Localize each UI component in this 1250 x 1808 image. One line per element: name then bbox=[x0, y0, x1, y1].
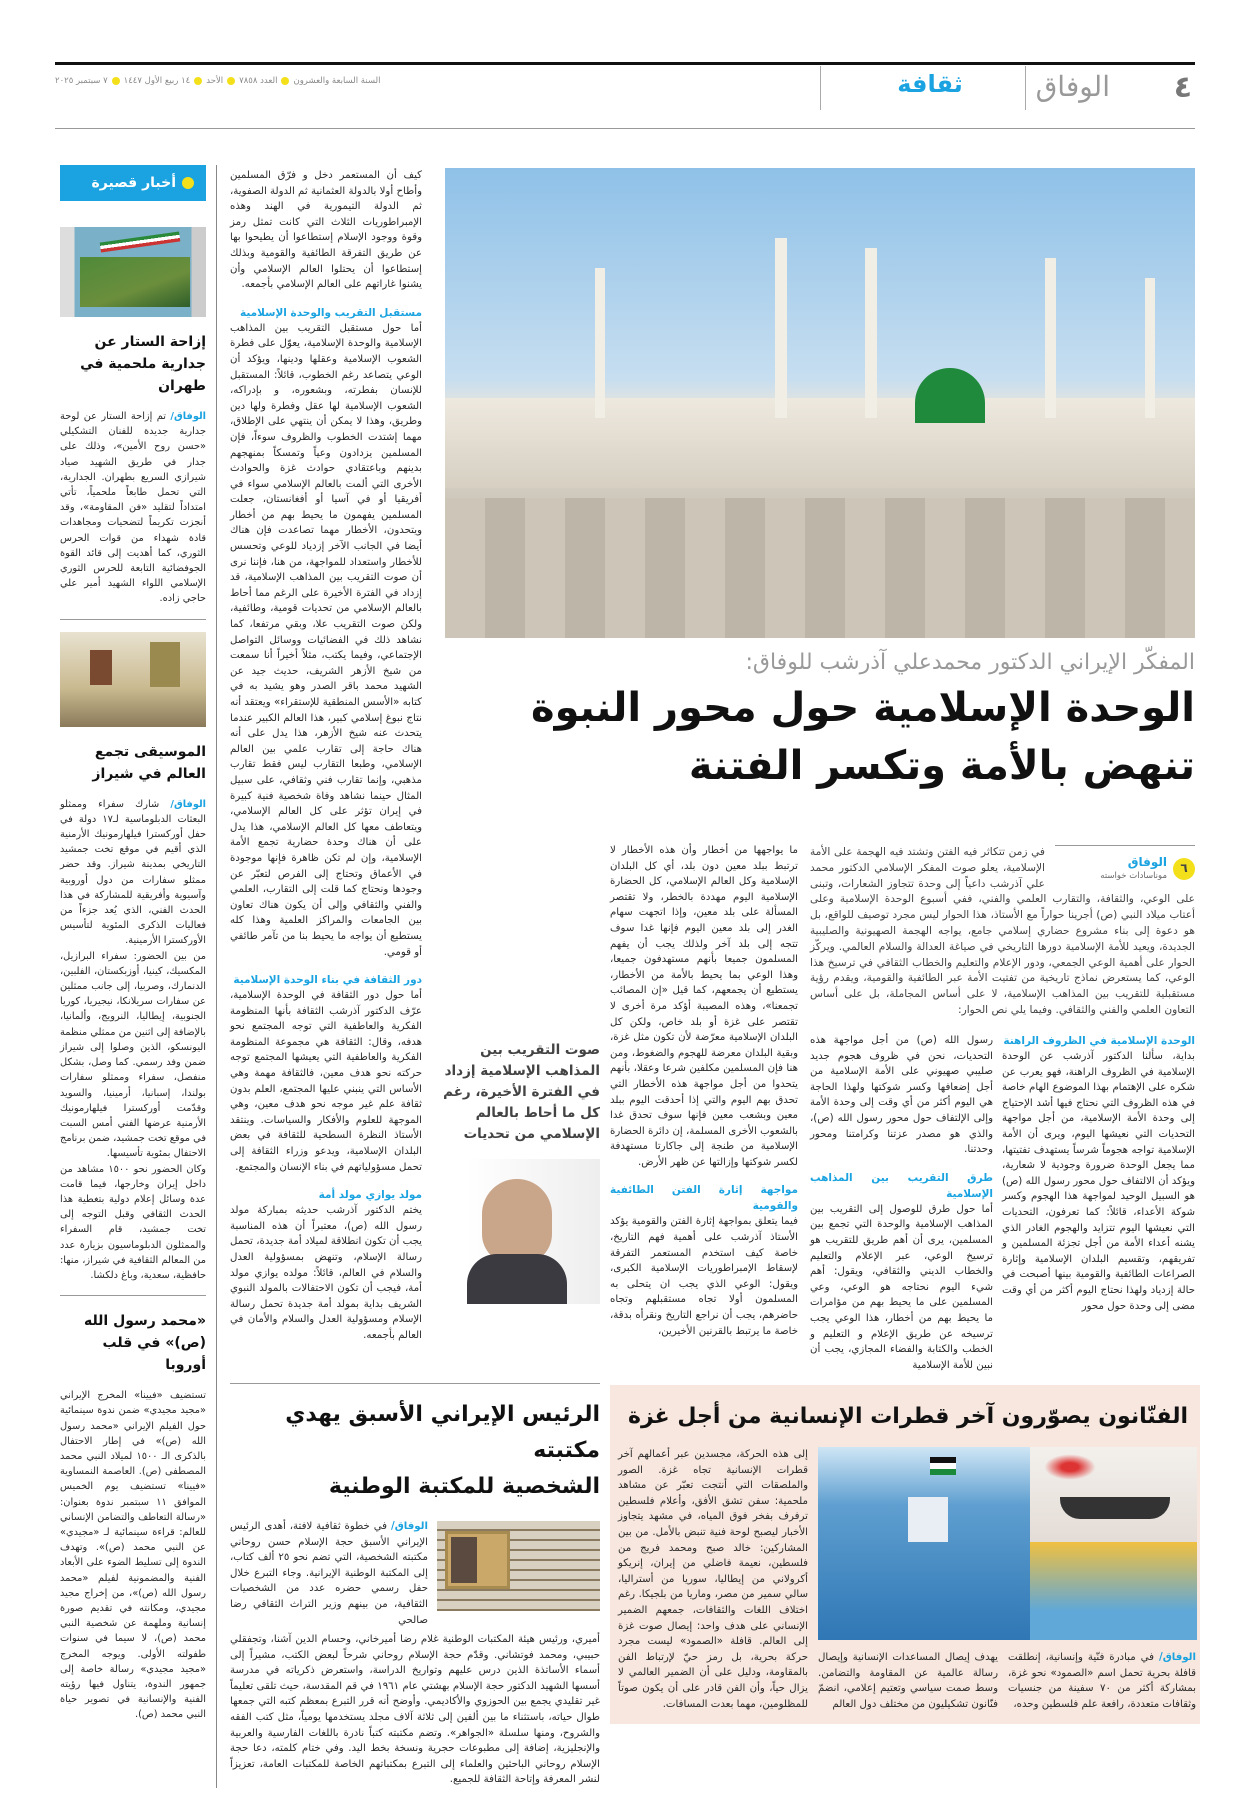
headline-line: الرئيس الإيراني الأسبق يهدي مكتبته bbox=[285, 1402, 600, 1463]
headline-line: الوحدة الإسلامية حول محور النبوة bbox=[530, 685, 1195, 731]
quote-icon: ٦ bbox=[1173, 858, 1195, 880]
agency-tag: الوفاق/ bbox=[1158, 1652, 1196, 1663]
article-intro-block bbox=[810, 845, 1195, 1019]
story-text: شارك سفراء وممثلو البعثات الدبلوماسية لـ١٧ دولة في حفل أوركسترا فيلهارمونيك الأرمنية الذي أقيم في موقع تخت جمشيد التاريخي بمدينة شيراز. وقد حضر ممثلو سفارات من دول أوروبية وآسيوية وأفريقية للمشاركة في هذا الحدث الفني، الذي يُعد جزءاً من فعاليات الذكرى المئوية لتأسيس الأوركسترا الأرمينية. bbox=[60, 798, 206, 947]
paragraph: رسول الله (ص) من أجل مواجهة هذه التحديات، نحن في ظروف هجوم جديد صليبي صهيوني على الأمة الإسلامية من أجل إضعافها وكسر شوكتها ولهذا الحاجة هي اليوم أكثر من أي وقت إلى وحدة الأمة وإلى الإلتفاف حول محور رسول الله (ص)، والذي هو مصدر عزتنا وكرامتنا ومحور وحدتنا. bbox=[810, 1035, 993, 1156]
dateline-gregorian: ٧ سبتمبر ٢٠٢٥ bbox=[55, 76, 108, 86]
gaza-text-right bbox=[1008, 1650, 1196, 1712]
section-title: ثقافة bbox=[897, 70, 963, 98]
dateline bbox=[55, 76, 380, 86]
section-divider bbox=[230, 1383, 600, 1384]
author-photo bbox=[432, 1159, 600, 1304]
divider bbox=[60, 1295, 206, 1296]
sidebar-story bbox=[60, 797, 206, 1284]
paragraph: أما حول طرق للوصول إلى التقريب بين المذاهب الإسلامية والوحدة التي تجمع بين المسلمين، يرى أن أهم طريق للتقريب هو ترسيخ الوعي، عبر الإعلام والتعليم والخطاب الديني والثقافي، ويقول: أهم شيء اليوم نحتاجه هو الوعي، وعي المسلمين على ما يحيط بهم من مؤامرات ما يحيط بهم من أخطار، هذا الوعي يجب ترسيخه عن طريق الإعلام و التعليم و الخطب والكتابة والفضاء المجازي، يجب أن نبين للأمة الإسلامية bbox=[810, 1203, 993, 1371]
article-intro: في زمن تتكاثر فيه الفتن وتشتد فيه الهجمة على الأمة الإسلامية، يعلو صوت المفكر الإسلامي الدكتور محمد علي آذرشب داعياً إلى وحدة تتجاوز الشعارات، وتبنى على الوعي، والثقافة، والتقارب العلمي والفني، ففي أسبوع الوحدة الإسلامية وعلى أعتاب ميلاد النبي (ص) أجرينا حواراً مع الأستاذ، هذا الحوار ليس مجرد توصيف للواقع، بل هو دعوة إلى بناء مشروع حضاري إسلامي جامع، يواجه الهجمة الصهيونية والصليبية الجديدة، ويعيد للأمة الإسلامية دورها التاريخي في صياغة العدالة والسلام العالمي. ويركّز الحوار على أهمية الوعي الجمعي، ودور الإعلام والتعليم والخطاب الثقافي في ترسيخ هذا الوعي، كما يستعرض نماذج تاريخية من تفتيت الأمة عبر الطائفية والقومية، ويقدم رؤية مستقبلية للتقريب بين المذاهب الإسلامية، لا على أساس المجاملة، بل على أساس التعاون العلمي والفني والثقافي. وفيما يلي نص الحوار: bbox=[810, 846, 1195, 1016]
story-text: تم إزاحة الستار عن لوحة جدارية جديدة للفنان التشكيلي «حسن روح الأمين»، وذلك على جدار في طريق الشهيد صياد شيرازي السريع بطهران. الجدارية، التي تحمل طابعاً ملحمياً، تأتي امتداداً لتقليد «فن المقاومة»، وقد أنجزت تكريماً لتضحيات ومجاهدات قادة شهداء من قوات الحرس الثوري، كما أهديت إلى قائد القوة الجوفضائية التابعة للحرس الثوري الإسلامي اللواء الشهيد أمير علي حاجي زاده. bbox=[60, 411, 206, 605]
article-column-3 bbox=[610, 843, 798, 1339]
gaza-text-mid: يهدف إيصال المساعدات الإنسانية وإيصال رسالة عالمية عن المقاومة والتضامن. وسط صمت سياسي وتعتيم إعلامي، انضمّ فنّانون تشكيليون من مختلف دول العالم bbox=[818, 1652, 998, 1710]
gaza-painting-ship bbox=[1030, 1447, 1197, 1542]
paragraph: فيما يتعلق بمواجهة إثارة الفتن والقومية يؤكد الأستاذ آذرشب على أهمية فهم التاريخ، خاصة كيف استخدم المستعمر التفرقة لإسقاط الإمبراطوريات الإسلامية الكبرى، ويقول: الوعي الذي يجب ان يتحلى به المسلمون أولا تجاه مستقبلهم وتجاه حاضرهم، يجب أن نراجع التاريخ ونقرأه بدقة، خاصة ما يرتبط بالقرنين الأخيرين، bbox=[610, 1216, 798, 1337]
library-photo bbox=[437, 1521, 600, 1611]
story-text: وكان الحضور نحو ١٥٠٠ مشاهد من داخل إيران وخارجها، فيما قامت عدة وسائل إعلام دولية بتغطية هذا الحدث الثقافي وقبل التوجه إلى تخت جمشيد، قام السفراء والممثلون الدبلوماسيون بزيارة عدد من المعالم الثقافية في شيراز، منها: حافظية، سعدية، وباغ دلكشا. bbox=[60, 1163, 206, 1281]
page-number: ٤ bbox=[1173, 70, 1192, 105]
bullet-icon bbox=[227, 77, 235, 85]
paragraph: ما يواجهها من أخطار وأن هذه الأخطار لا ترتبط ببلد معين دون بلد، أي كل البلدان الإسلامية وكل العالم الإسلامي، كل الحضارة الإسلامية اليوم مهددة بالخطر، ولا تقتصر المسألة على بلد معين، وإذا اتجهت سهام الغدر إلى بلد معين اليوم فإنها غدا سوف تتجه إلى بلد آخر ولذلك يجب أن يفهم المسلمون جميعا بأنهم مستهدفون جميعا، وهذا الوعي بما يحيط بالأمة من الأخطار، يستطيع أن يجمعهم، كما قيل «إن المصائب تجمعنا»، وهذه المصيبة أؤكد مرة أخرى لا تقتصر على غزة أو بلد خاص، ولكن كل البلدان الإسلامية معرّضة لأن تكون مثل غزة، وبقية البلدان معرضة للهجوم والضغوط، ومن هنا فإن المسلمين مكلفين شرعا وعقلا، بأنهم يتحدوا من أجل مواجهة هذه الأخطار التي تحدق بهم اليوم والتي إذا أحدقت اليوم ببلد معين وبشعب معين فإنها سوف تحدق غدا بالشعوب الأخرى المسلمة، إن دائرة الحضارة الإسلامية من طنجة إلى جاكارتا مستهدفة لكسر شوكتها وإزالتها عن ظهر الأرض. bbox=[610, 845, 798, 1168]
paragraph: بداية، سألنا الدكتور آذرشب عن الوحدة الإسلامية في الظروف الراهنة، فهو يعرب عن شكره على الإهتمام بهذا الموضوع الهام خاصة في هذه الظروف التي نحتاج فيها أشد الإحتياج إلى وحدة الأمة الإسلامية، من أجل مواجهة التحديات التي نعيشها اليوم، ويرى أن الأمة الإسلامية تواجه هجوماً شرساً يستهدف تفتيتها، مما يجعل الوحدة ضرورة وجودية لا شعارية، ويؤكد أن الالتفاف حول محور رسول الله (ص) هو السبيل الوحيد لمواجهة هذا الهجوم وكسر شوكة الأعداء، قائلاً: كما تعرفون، التحديات التي نعيشها اليوم تتزايد والهجوم الغادر الذي يشنه أعداء الأمة من أجل تجزئة المسلمين و تفريقهم، وتقسيم البلدان الإسلامية وإثارة الصراعات الطائفية والقومية بينها أصبحت في حالة إزدياد ولهذا نحتاج اليوم أكثر من أي وقت مضى إلى وحدة حول محور bbox=[1002, 1051, 1195, 1312]
article-column-2 bbox=[810, 1033, 993, 1373]
subheading: مستقبل التقريب والوحدة الإسلامية bbox=[240, 306, 422, 319]
sidebar-headline: الموسيقى تجمع العالم في شيراز bbox=[92, 743, 206, 782]
agency-tag: الوفاق/ bbox=[170, 798, 206, 810]
dateline-year: السنة السابعة والعشرون bbox=[293, 76, 381, 86]
subheading: طرق التقريب بين المذاهب الإسلامية bbox=[810, 1171, 993, 1200]
gaza-photo-boats bbox=[818, 1447, 1030, 1640]
agency-tag: الوفاق/ bbox=[390, 1521, 428, 1532]
pull-quote: صوت التقريب بين المذاهب الإسلامية إزداد في الفترة الأخيرة، رغم كل ما أحاط بالعالم الإسلامي من تحديات bbox=[443, 1042, 600, 1142]
divider bbox=[60, 619, 206, 620]
rouhani-text-top bbox=[230, 1519, 428, 1628]
bullet-icon bbox=[194, 77, 202, 85]
gaza-text-left: إلى هذه الحركة، مجسدين عبر أعمالهم آخر قطرات الإنسانية تجاه غزة. الصور والملصقات التي أنتجت تعبّر عن مشاهد ملحمية: سفن تشق الأفق، وأعلام فلسطين ترفرف بفخر فوق المياه، في مشهد يتجاوز الأخبار ليصبح لوحة فنية تنبض بالأمل. من بين المشاركين: خالد صبح ومحمد فريج من فلسطين، نعيمة فاضلي من إيران، إنريكو أكرولاني من إيطاليا، سوريا من أستراليا، سالي سمير من مصر، وماريا من بلجيكا. رغم اختلاف اللغات والثقافات، جمعهم الضمير الإنساني على هدف واحد: إيصال صوت غزة إلى العالم. قافلة «الصمود» ليست مجرد حركة بحرية، بل رمز حيّ لإرتباط الفن بالمقاومة، ودليل على أن الضمير العالمي لا يزال حياً، وأن الفن قادر على أن يكون صوتاً للمظلومين، مهما بعدت المسافات. bbox=[618, 1449, 808, 1710]
gaza-painting-sun bbox=[1030, 1542, 1197, 1640]
agency-tag: الوفاق/ bbox=[170, 411, 206, 422]
header-bottom-rule bbox=[55, 128, 1195, 129]
sidebar-headline: إزاحة الستار عن جدارية ملحمية في طهران bbox=[80, 334, 206, 394]
article-kicker: المفكّر الإيراني الدكتور محمدعلي آذرشب للوفاق: bbox=[745, 650, 1195, 675]
header-divider bbox=[1025, 66, 1026, 110]
rouhani-text-bottom: أميري، ورئيس هيئة المكتبات الوطنية غلام رضا أميرخاني، وحسام الدين آشنا، وتجفقلي حبيبي، ومحمد فوتشاني. وقدّم حجة الإسلام روحاني شرحاً لبعض الكتب، مشيراً إلى أسماء الأساتذة الذين درس عليهم وتواريخ الدراسة، واستعرض ذكرياته في مدرسة أسسها الشهيد الدكتور حجة الإسلام بهشتي عام ١٩٦١ في قم المقدسة، حيث تلقى تعليماً غير تقليدي يجمع بين الحوزوي والأكاديمي. وأوضح أنه قرر التبرع بمعظم كتبه التي جمعها طوال حياته، باستثناء ما بين ألفين إلى ثلاثة آلاف مجلد يستخدمها يومياً، مثل كتب الفقه والشروح، ومنها سلسلة «الجواهر». وتضم مكتبته كتباً نادرة باللغات الفارسية والعربية والإنجليزية، إضافة إلى مطبوعات حجرية ونسخة بخط اليد. وفي ختام كلمته، دعا حجة الإسلام روحاني الباحثين والعلماء إلى التبرع بمكتباتهم الخاصة للمكتبات العامة، تعزيزاً لنشر المعرفة وإتاحة الثقافة للجميع. bbox=[230, 1634, 600, 1786]
article-column-4 bbox=[230, 168, 422, 1344]
sidebar-headline: «محمد رسول الله (ص)» في قلب أوروبا bbox=[83, 1313, 206, 1374]
sidebar-story: تستضيف «فيينا» المخرج الإيراني «مجيد مجيدي» ضمن ندوة سينمائية حول الفيلم الإيراني «محمد رسول الله (ص)» في إطار الاحتفال بالذكرى الـ ١٥٠٠ لميلاد النبي محمد المصطفى (ص). العاصمة النمساوية «فيينا» تستضيف يوم الخميس الموافق ١١ سبتمبر ندوة بعنوان: «رسالة التعاطف والتضامن الإنساني للعالم: قراءة سينمائية لـ «مجيدي» عن النبي محمد (ص)». وتهدف الندوة إلى تسليط الضوء على الأبعاد الفنية والمضمونية لفيلم «محمد رسول الله (ص)»، من إخراج مجيد مجيدي، ومكانته في تقديم صورة إنسانية وملهمة عن شخصية النبي محمد (ص)، لا سيما في سنوات طفولته الأولى. ويوجه المخرج «مجيد مجيدي» رسالة خاصة إلى جمهور الندوة، يتناول فيها رؤيته الفنية والإنسانية في تصوير حياة النبي محمد (ص). bbox=[60, 1390, 206, 1721]
article-column-1 bbox=[1002, 1033, 1195, 1314]
story-text: في مبادرة فنّية وإنسانية، إنطلقت قافلة بحرية تحمل اسم «الصمود» نحو غزة، بمشاركة أكثر من ٧٠ سفينة من جنسيات وثقافات متعددة، رافعة علم فلسطين وحده، bbox=[1008, 1652, 1196, 1710]
bullet-icon bbox=[182, 177, 194, 189]
gaza-article bbox=[610, 1385, 1200, 1724]
paragraph: أما حول دور الثقافة في الوحدة الإسلامية، عرّف الدكتور آذرشب الثقافة بأنها المنظومة الفكرية والعاطفية التي توجه المجتمع نحو هدفه، وقال: الثقافة هي مجموعة المنظومة الفكرية والعاطفية التي يعيشها المجتمع توجه حركته نحو هدف معين، فالثقافة مهمة وهي الأساس التي ينبني عليها المجتمع، العلم بدون ثقافة علم غير موجه نحو هدف معين، وهي الموجهة للعلوم والأفكار والسياسات. وينتقد الأستاذ النظرة السطحية للثقافة في بعض البلدان الإسلامية، ويدعو وزراء الثقافة إلى تحمل مسؤولياتهم في بناء الإنسان والمجتمع. bbox=[230, 990, 422, 1173]
paragraph: يختم الدكتور آذرشب حديثه بمباركة مولد رسول الله (ص)، معتبراً أن هذه المناسبة يجب أن تكون انطلاقة لميلاد أمة جديدة، تحمل رسالة الإسلام، وتنهض بمسؤولية العدل والسلام في العالم، قائلاً: مولده يوازي مولد أمة، فيجب أن تكون الاحتفالات بالمولد النبوي الشريف بداية بمولد أمة جديدة تحمل رسالة الإسلام ومسؤولية العدل والسلام والأمان في العالم بأجمعه. bbox=[230, 1205, 422, 1341]
subheading: مواجهة إثارة الفتن الطائفية والقومية bbox=[610, 1184, 798, 1213]
gaza-headline: الفنّانون يصوّرون آخر قطرات الإنسانية من أجل غزة bbox=[628, 1404, 1188, 1429]
paragraph: أما حول مستقبل التقريب بين المذاهب الإسلامية والوحدة الإسلامية، يعوّل على فطرة الشعوب الإسلامية وعقلها ودينها، ويؤكد أن الوعي يتصاعد رغم الخطوب، قائلاً: المستقبل للإنسان بفطرته، وبشعوره، و بإدراكه، الشعوب الإسلامية لها عقل وفطرة ولها دين وطريق، وهذا لا يمكن أن ينتهي على الإطلاق، مهما إشتدت الخطوب والظروف سوءاً، فإن المسلمين يزدادون وعياً وتمسكاً بمنهجهم بدينهم وباعتقادي حوادث غزة والحوادث الأخرى التي ألمت بالعالم الإسلامي سواء في أفريقيا أو في آسيا أو أفغانستان، جعلت المسلمين يفهمون ما يحيط بهم من أخطار ويتحدون، الأخطار مهما تصاعدت فإن هناك أيضا في الجانب الآخر إزدياد للوعي وتحسس للأخطار واستعداد للمواجهة، من هنا، فإننا نرى أن صوت التقريب بين المذاهب الإسلامية، قد إزداد في الفترة الأخيرة على الرغم مما أحاط بالعالم الإسلامي من تحديات قومية، وطائفية، ولكن صوت التقريب علا، وبقي مرتفعا، كما نشاهد ذلك في الفضائيات ووسائل التواصل الإجتماعي، وفيما يكتب، مثلاً أخيراً أنا سمعت من شيخ الأزهر الشريف، حديث جيد عن الشهيد محمد باقر الصدر وهو يشيد به في كتابه «الأسس المنطقية للإستقراء» ويعتقد أنه نتاج نبوغ إسلامي كبير، هذا العالم الكبير عندما يتحدث عنه شيخ الأزهر، هذا يدل على أنه هناك حاجة إلى تقارب علمي بين العالم الإسلامي، وطبعا التقارب ليس فقط تقارب مذهبي، وإنما تقارب فني وثقافي، على سبيل المثال حينما نشاهد وفاة شخصية فنية كبيرة في إيران تؤثر على كل العالم الإسلامي، ويتعاطف معها كل العالم الإسلامي، هذا يدل على أن هناك وحدة حضارية تجمع الأمة الإسلامية، وإن لم تكن ظاهرة فإنها موجودة في الأعماق وتحتاج إلى الفرص لتعبّر عن وجودها ونحتاج كما قلت إلى التقارب، العلمي والفني والثقافي وإلى أن يكون هناك تعاون بين الجامعات والمراكز العلمية وهذا كله يستطيع أن يواجه ما يحيط بنا من تآمر طائفي أو قومي. bbox=[230, 322, 422, 958]
byline-box bbox=[1055, 845, 1195, 887]
header-top-rule bbox=[55, 62, 1195, 65]
sidebar-title: أخبار قصيرة bbox=[91, 175, 176, 191]
article-headline bbox=[531, 679, 1195, 795]
sidebar-title-box bbox=[60, 165, 206, 201]
bullet-icon bbox=[281, 77, 289, 85]
paragraph: كيف أن المستعمر دخل و فرّق المسلمين وأطاح أولا بالدولة العثمانية ثم الدولة الصفوية، ثم الدولة التيمورية في الهند وهذه الإمبراطوريات الثلاث التي كانت تمثل رمز وقوة ووجود الإسلام إستطاعوا أن يطيحوا بها عن طريق التفرقة الطائفية والقومية وبذلك إستطاعوا أن يحتلوا العالم الإسلامي وأن يشنوا غاراتهم على العالم الإسلامي بأجمعه. bbox=[230, 170, 422, 291]
header-divider bbox=[820, 66, 821, 110]
headline-line: الشخصية للمكتبة الوطنية bbox=[328, 1474, 600, 1499]
bullet-icon bbox=[112, 77, 120, 85]
column-rule bbox=[216, 165, 217, 1788]
story-text: في خطوة ثقافية لافتة، أهدى الرئيس الإيراني الأسبق حجة الإسلام حسن روحاني مكتبته الشخصية، التي تضم نحو ٢٥ ألف كتاب، إلى المكتبة الوطنية الإيرانية. وجاء التبرع خلال حفل رسمي حضره عدد من الشخصيات الثقافية، من بينهم وزير التراث الثقافي رضا صالحي bbox=[230, 1521, 428, 1626]
mosque-photo bbox=[445, 168, 1195, 638]
newspaper-logo: الوفاق bbox=[1035, 70, 1110, 103]
subheading: مولد يوازي مولد أمة bbox=[318, 1189, 422, 1202]
sidebar bbox=[60, 165, 206, 1723]
subheading: دور الثقافة في بناء الوحدة الإسلامية bbox=[233, 974, 422, 987]
headline-line: تنهض بالأمة وتكسر الفتنة bbox=[688, 743, 1195, 789]
concert-photo bbox=[60, 632, 206, 727]
rouhani-headline bbox=[230, 1397, 600, 1505]
story-text: من بين الحضور: سفراء البرازيل، المكسيك، كينيا، أوزبكستان، الفلبين، الدنمارك، وصربيا، إلى جانب ممثلين عن سفارات سريلانكا، نيجيريا، كوريا الجنوبية، إيطاليا، النرويج، وألمانيا، بالإضافة إلى اثنين من ممثلي منظمة اليونسكو، الذين وصلوا إلى شيراز ضمن وفد رسمي. كما وصل، بشكل منفصل، سفراء وممثلو سفارات بولندا، إسبانيا، أرمينيا، والسويد وقدّمت أوركسترا فيلهارمونيك الأرمنية عرضها الفني أمس السبت في موقع تخت جمشيد، ضمن برنامج الاحتفال بمئوية تأسيسها. bbox=[60, 950, 206, 1160]
dateline-day: الأحد bbox=[206, 76, 224, 86]
subheading: الوحدة الإسلامية في الظروف الراهنة bbox=[1003, 1035, 1195, 1047]
mural-photo bbox=[60, 227, 206, 317]
dateline-hijri: ١٤ ربيع الأول ١٤٤٧ bbox=[123, 76, 191, 86]
sidebar-story bbox=[60, 409, 206, 607]
byline-logo: الوفاق bbox=[1127, 855, 1167, 869]
byline-author: موناسادات خواسته bbox=[1100, 871, 1167, 881]
dateline-issue: العدد ٧٨٥٨ bbox=[239, 76, 278, 86]
